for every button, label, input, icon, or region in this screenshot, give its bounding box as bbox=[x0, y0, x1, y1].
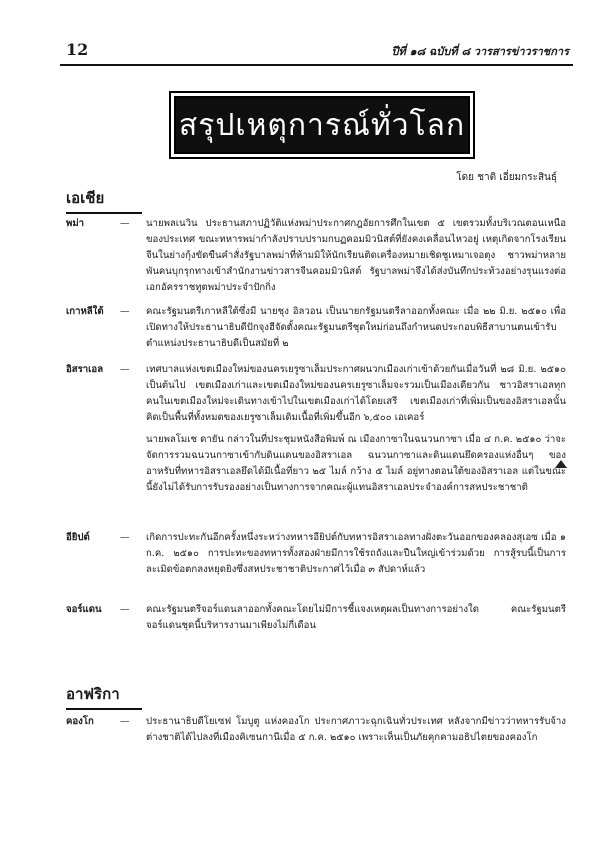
page-number: 12 bbox=[66, 40, 89, 59]
banner-title: สรุปเหตุการณ์ทั่วโลก bbox=[178, 107, 466, 143]
section-heading: อาฟริกา bbox=[66, 682, 142, 710]
entry-body bbox=[146, 304, 566, 352]
entry-israel bbox=[66, 362, 566, 502]
entry-congo bbox=[66, 714, 566, 752]
entry-body bbox=[146, 714, 566, 746]
entry-south-korea bbox=[66, 304, 566, 358]
margin-triangle-mark bbox=[555, 460, 567, 468]
entry-paragraph: นายพลโมเช ดายัน กล่าวในที่ประชุมหนังสือพิมพ์ ณ เมืองกาซาในฉนวนกาซา เมื่อ ๔ ก.ค. ๒๕๑๐ ว่าจะจัดการรวมฉนวนกาซาเข้ากับดินแดนของอิสราเอล ฉนวนกาซาและดินแดนยึดครองแห่งอื่นๆ ของอาหรับที่ทหารอิสราเอลยึดได้มีเนื้อที่ยาว ๒๕ ไมล์ กว้าง ๕ ไมล์ อยู่ทางตอนใต้ของอิสราเอล แต่ในขณะนี้ยังไม่ได้รับการรับรองอย่างเป็นทางการจากคณะผู้แทนอิสราเอลประจำองค์การสหประชาชาติ bbox=[146, 434, 566, 493]
entry-paragraph: เกิดการปะทะกันอีกครั้งหนึ่งระหว่างทหารอียิปต์กับทหารอิสราเอลทางฝั่งตะวันออกของคลองสุเอซ เมื่อ ๑ ก.ค. ๒๕๑๐ การปะทะของทหารทั้งสองฝ่ายมีการใช้รถถังและปืนใหญ่เข้าร่วมด้วย การสู้รบนี้เป็นการละเมิดข้อตกลงหยุดยิงซึ่งสหประชาชาติประกาศไว้เมื่อ ๓ สัปดาห์แล้ว bbox=[146, 532, 566, 575]
entry-country: เกาหลีใต้ bbox=[66, 306, 104, 317]
entry-dash: — bbox=[120, 716, 130, 727]
entry-body bbox=[146, 530, 566, 578]
title-banner bbox=[174, 96, 470, 154]
entry-body bbox=[146, 216, 566, 296]
entry-body bbox=[146, 602, 566, 634]
entry-egypt bbox=[66, 530, 566, 584]
header-rule bbox=[60, 64, 573, 66]
section-asia bbox=[66, 186, 142, 214]
entry-dash: — bbox=[120, 532, 130, 543]
entry-paragraph: ประธานาธิบดีโยเซฟ โมบูตู แห่งคองโก ประกาศภาวะฉุกเฉินทั่วประเทศ หลังจากมีข่าวว่าทหารรับจ้างต่างชาติได้ไปลงที่เมืองคิเซนกานีเมื่อ ๕ ก.ค. ๒๕๑๐ เพราะเห็นเป็นภัยคุกคามอธิปไตยของคองโก bbox=[146, 716, 566, 743]
entry-country: อียิปต์ bbox=[66, 532, 90, 543]
entry-dash: — bbox=[120, 218, 130, 229]
running-header: ปีที่ ๑๘ ฉบับที่ ๘ วารสารข่าวราชการ bbox=[391, 45, 569, 58]
entry-dash: — bbox=[120, 306, 130, 317]
entry-paragraph: เทศบาลแห่งเขตเมืองใหม่ของนครเยรูซาเล็มประกาศผนวกเมืองเก่าเข้าด้วยกันเมื่อวันที่ ๒๘ มิ.ย. ๒๕๑๐ เป็นต้นไป เขตเมืองเก่าและเขตเมืองใหม่ของนครเยรูซาเล็มจะรวมเป็นเมืองเดียวกัน ชาวอิสราเอลทุกคนในเขตเมืองใหม่จะเดินทางเข้าไปในเขตเมืองเก่าได้โดยเสรี เขตเมืองเก่าที่เพิ่มเป็นของอิสราเอลนั้น คิดเป็นพื้นที่ทั้งหมดของเยรูซาเล็มเดิมเนื้อที่เพิ่มขึ้นอีก ๖,๕๐๐ เอเคอร์ bbox=[146, 364, 566, 423]
section-africa bbox=[66, 682, 142, 710]
entry-jordan bbox=[66, 602, 566, 640]
entry-dash: — bbox=[120, 364, 130, 375]
entry-country: คองโก bbox=[66, 716, 94, 727]
entry-country: พม่า bbox=[66, 218, 85, 229]
entry-paragraph: คณะรัฐมนตรีจอร์แดนลาออกทั้งคณะโดยไม่มีการชี้แจงเหตุผลเป็นทางการอย่างใด คณะรัฐมนตรีจอร์แดนชุดนี้บริหารงานมาเพียงไม่กี่เดือน bbox=[146, 604, 566, 631]
entry-burma bbox=[66, 216, 566, 302]
entry-paragraph: คณะรัฐมนตรีเกาหลีใต้ซึ่งมี นายชุง อิลวอน เป็นนายกรัฐมนตรีลาออกทั้งคณะ เมื่อ ๒๒ มิ.ย. ๒๕๑๐ เพื่อเปิดทางให้ประธานาธิบดีปักจุงฮีจัดตั้งคณะรัฐมนตรีชุดใหม่ก่อนถึงกำหนดประกอบพิธีสาบานตนเข้ารับตำแหน่งประธานาธิบดีเป็นสมัยที่ ๒ bbox=[146, 306, 566, 349]
section-heading: เอเชีย bbox=[66, 186, 142, 214]
entry-body bbox=[146, 362, 566, 496]
entry-paragraph: นายพลเนวิน ประธานสภาปฏิวัติแห่งพม่าประกาศกฎอัยการศึกในเขต ๕ เขตรวมทั้งบริเวณตอนเหนือของประเทศ ขณะทหารพม่ากำลังปราบปรามกบฏคอมมิวนิสต์ที่ยังคงเคลื่อนไหวอยู่ เหตุเกิดจากโรงเรียนจีนในย่างกุ้งขัดขืนคำสั่งรัฐบาลพม่าที่ห้ามมิให้นักเรียนติดเครื่องหมายเชิดชูเหมาเจอตุง ชาวพม่าหลายพันคนบุกรุกทางเข้าสำนักงานข่าวสารจีนคอมมิวนิสต์ รัฐบาลพม่าจึงได้ส่งบันทึกประท้วงอย่างรุนแรงต่อเอกอัครราชทูตพม่าประจำปักกิ่ง bbox=[146, 218, 566, 293]
entry-country: จอร์แดน bbox=[66, 604, 102, 615]
entry-country: อิสราเอล bbox=[66, 364, 104, 375]
entry-dash: — bbox=[120, 604, 130, 615]
byline: โดย ชาติ เอี่ยมกระสินธุ์ bbox=[456, 172, 557, 183]
